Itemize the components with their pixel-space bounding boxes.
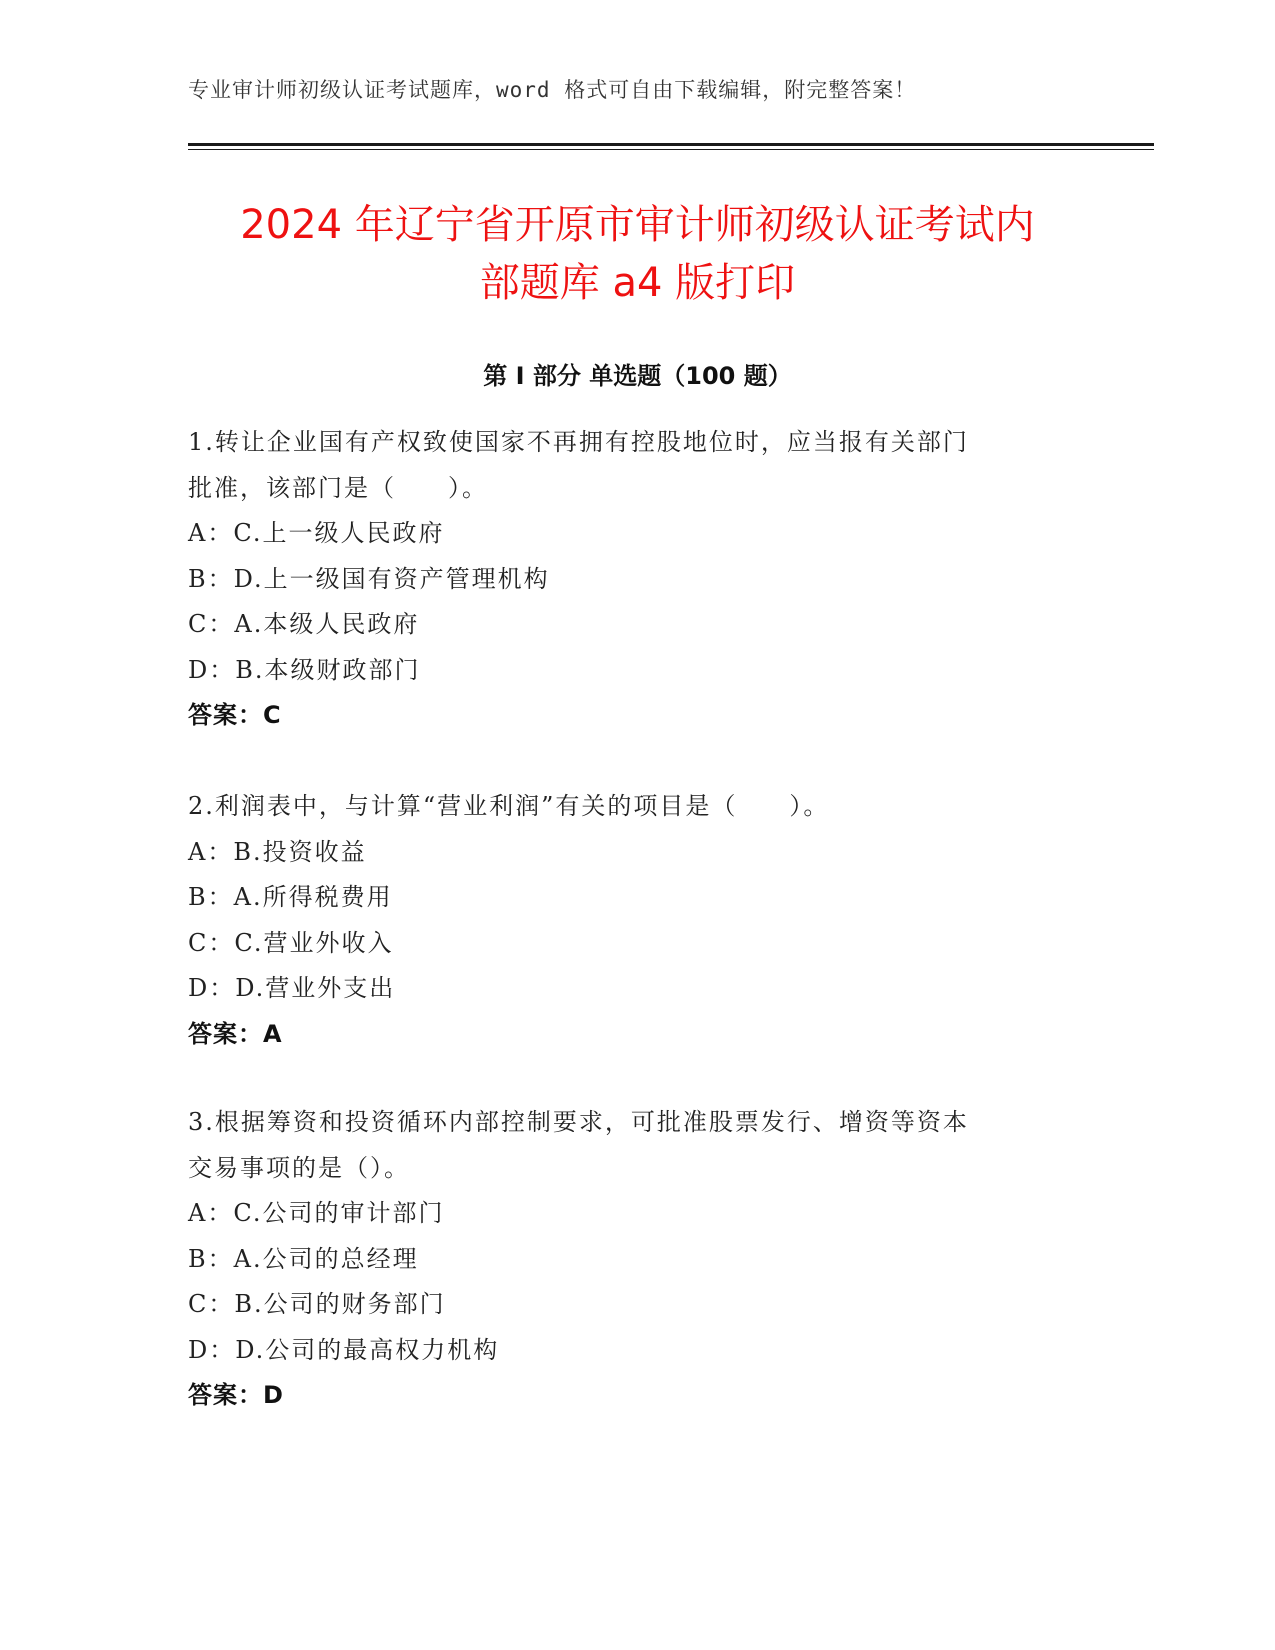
question-2 bbox=[188, 784, 1068, 1057]
header-rule-thick bbox=[188, 143, 1154, 146]
question-1-option-d: D：B.本级财政部门 bbox=[188, 655, 421, 684]
section-heading: 第 I 部分 单选题（100 题） bbox=[483, 362, 792, 390]
question-3-option-b: B：A.公司的总经理 bbox=[188, 1244, 419, 1273]
question-2-option-c: C：C.营业外收入 bbox=[188, 928, 394, 957]
document-title-line-1: 2024 年辽宁省开原市审计师初级认证考试内 bbox=[240, 202, 1035, 248]
question-2-stem-line-1: 2.利润表中，与计算“营业利润”有关的项目是（ ）。 bbox=[188, 792, 830, 820]
question-1-option-b: B：D.上一级国有资产管理机构 bbox=[188, 564, 550, 593]
question-3-option-c: C：B.公司的财务部门 bbox=[188, 1290, 446, 1318]
question-2-option-a: A：B.投资收益 bbox=[188, 837, 367, 866]
question-2-answer: 答案：A bbox=[188, 1019, 283, 1048]
question-3-option-d: D：D.公司的最高权力机构 bbox=[188, 1335, 500, 1364]
question-2-option-d: D：D.营业外支出 bbox=[188, 974, 396, 1002]
question-3 bbox=[188, 1100, 1068, 1419]
question-1-stem-line-2: 批准，该部门是（ ）。 bbox=[188, 473, 488, 502]
document-title bbox=[150, 196, 1125, 312]
question-3-answer: 答案：D bbox=[188, 1381, 284, 1409]
document-title-line-2: 部题库 a4 版打印 bbox=[479, 260, 796, 306]
question-3-stem-line-2: 交易事项的是（）。 bbox=[188, 1153, 410, 1182]
question-2-option-b: B：A.所得税费用 bbox=[188, 883, 393, 911]
question-3-option-a: A：C.公司的审计部门 bbox=[188, 1199, 445, 1227]
question-1-answer: 答案：C bbox=[188, 701, 282, 729]
question-1-option-a: A：C.上一级人民政府 bbox=[188, 519, 445, 547]
question-3-stem-line-1: 3.根据筹资和投资循环内部控制要求，可批准股票发行、增资等资本 bbox=[188, 1108, 969, 1136]
header-rule-thin bbox=[188, 149, 1154, 150]
question-1-stem-line-1: 1.转让企业国有产权致使国家不再拥有控股地位时，应当报有关部门 bbox=[188, 428, 969, 456]
question-1 bbox=[188, 420, 1068, 739]
page-header: 专业审计师初级认证考试题库，word 格式可自由下载编辑，附完整答案！ bbox=[188, 78, 917, 102]
question-1-option-c: C：A.本级人民政府 bbox=[188, 610, 420, 638]
